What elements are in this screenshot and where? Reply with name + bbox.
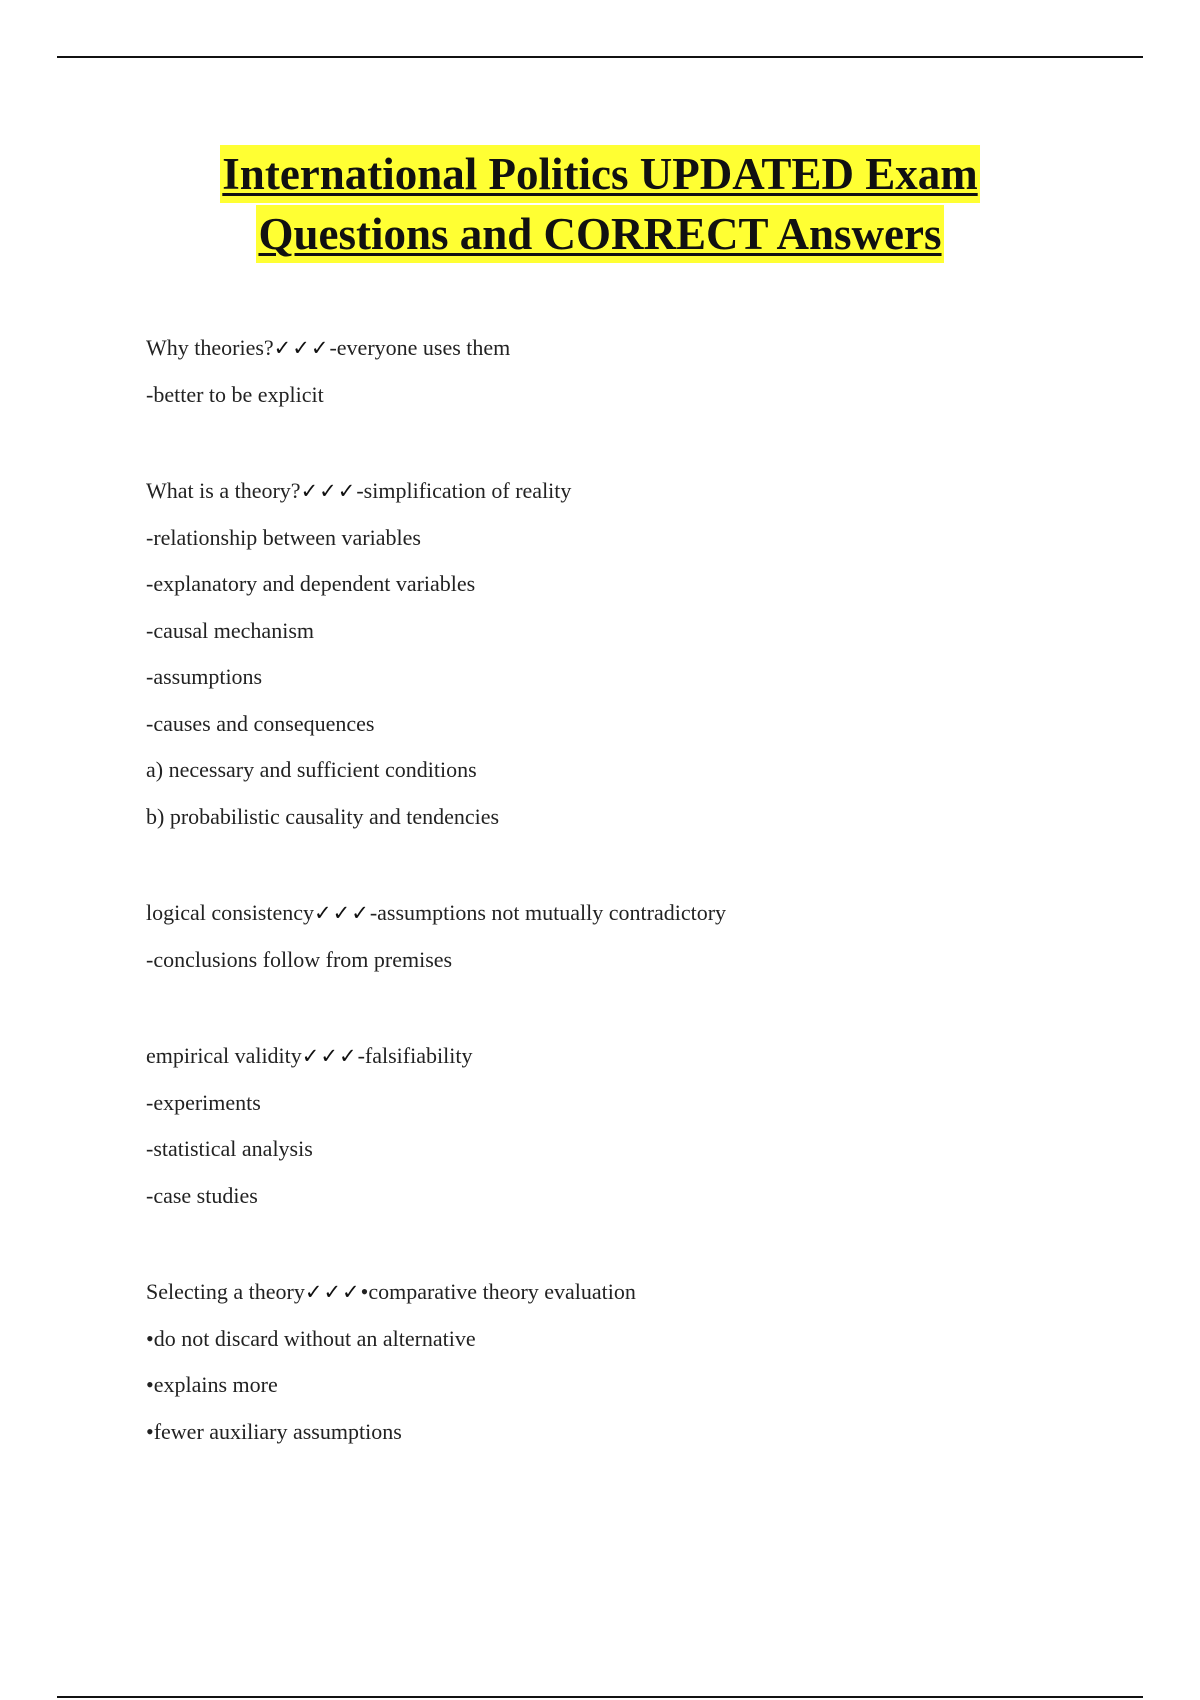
title-line-1: International Politics UPDATED Exam <box>220 145 979 203</box>
answer-line: •fewer auxiliary assumptions <box>146 1418 402 1444</box>
answer-line: -better to be explicit <box>146 381 324 407</box>
answer-line: -assumptions <box>146 664 263 689</box>
question-text: empirical validity <box>146 1043 302 1068</box>
checkmark-icon: ✓✓✓ <box>304 1280 361 1304</box>
answer-line: b) probabilistic causality and tendencies <box>146 803 500 829</box>
qa-item <box>146 325 1146 418</box>
answer-line: -case studies <box>146 1182 258 1208</box>
question-text: What is a theory? <box>146 478 301 503</box>
checkmark-icon: ✓✓✓ <box>273 336 330 360</box>
checkmark-icon: ✓✓✓ <box>314 901 370 925</box>
question-line <box>146 325 1146 372</box>
answer-line: a) necessary and sufficient conditions <box>146 757 477 782</box>
question-line <box>146 1033 1146 1080</box>
answer-text: •comparative theory evaluation <box>360 1279 636 1304</box>
qa-list <box>146 325 1146 1505</box>
question-line <box>146 468 1146 515</box>
answer-line: -causal mechanism <box>146 617 314 643</box>
answer-line: •explains more <box>146 1372 278 1397</box>
answer-line: -explanatory and dependent variables <box>146 571 476 596</box>
title-line-2: Questions and CORRECT Answers <box>256 205 943 263</box>
answer-line: -causes and consequences <box>146 710 375 736</box>
question-text: Why theories? <box>146 335 274 360</box>
answer-line: •do not discard without an alternative <box>146 1325 476 1351</box>
checkmark-icon: ✓✓✓ <box>300 479 357 503</box>
answer-text: -simplification of reality <box>356 478 572 503</box>
answer-line: -experiments <box>146 1089 261 1115</box>
qa-item <box>146 1033 1146 1219</box>
top-rule <box>57 56 1143 58</box>
question-line <box>146 890 1146 937</box>
qa-item <box>146 1269 1146 1455</box>
document-title <box>0 145 1200 263</box>
bottom-rule <box>57 1696 1143 1698</box>
answer-line: -statistical analysis <box>146 1136 313 1161</box>
answer-text: -assumptions not mutually contradictory <box>369 900 727 925</box>
question-line <box>146 1269 1146 1316</box>
qa-item <box>146 468 1146 840</box>
question-text: logical consistency <box>146 900 315 925</box>
answer-text: -falsifiability <box>357 1043 473 1068</box>
question-text: Selecting a theory <box>146 1279 305 1304</box>
answer-text: -everyone uses them <box>329 335 511 360</box>
answer-line: -conclusions follow from premises <box>146 946 453 972</box>
answer-line: -relationship between variables <box>146 524 421 550</box>
qa-item <box>146 890 1146 983</box>
checkmark-icon: ✓✓✓ <box>301 1044 358 1068</box>
